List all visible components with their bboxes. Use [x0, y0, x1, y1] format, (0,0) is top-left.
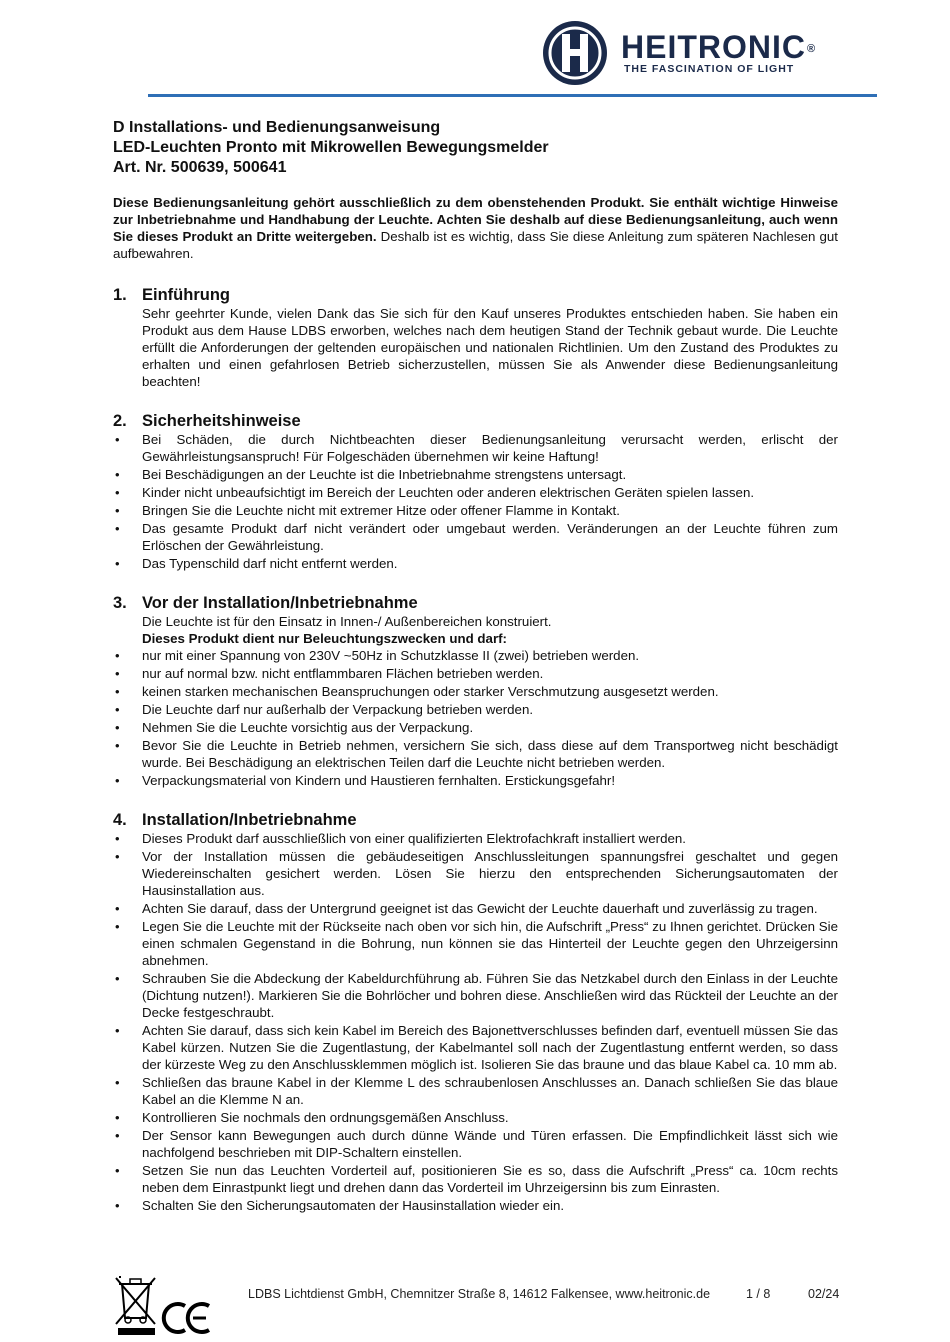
footer-page-number: 1 / 8 [746, 1287, 771, 1301]
brand-name: HEITRONIC® [621, 29, 817, 65]
list-item: • Der Sensor kann Bewegungen auch durch dünne Wände und Türen erfassen. Die Empfindlichkeit lässt sich wie nachfolgend beschrieben mit DIP-Schaltern einstellen. [115, 1128, 838, 1160]
section-bold-text: Dieses Produkt dient nur Beleuchtungszwecken und darf: [142, 631, 507, 646]
list-item: • Schließen das braune Kabel in der Klemme L des schraubenlosen Anschlusses an. Danach schließen Sie das blaue Kabel an die Klemme N an. [115, 1075, 838, 1107]
list-item: • Achten Sie darauf, dass der Untergrund geeignet ist das Gewicht der Leuchte dauerhaft und zuverlässig zu tragen. [115, 901, 818, 916]
doc-title-line-2: LED-Leuchten Pronto mit Mikrowellen Bewegungsmelder [113, 139, 549, 156]
section-installation [113, 810, 838, 1214]
list-item: • Setzen Sie nun das Leuchten Vorderteil auf, positionieren Sie es so, dass die Aufschrift „Press“ ca. 10cm rechts neben dem Einrastpunkt liegt und drehen dann das Vorderteil im Uhrzeigersinn bis zum Einrasten. [115, 1163, 838, 1195]
list-item: • Bei Schäden, die durch Nichtbeachten dieser Bedienungsanleitung verursacht werden, erlischt der Gewährleistungsanspruch! Für Folgeschäden übernehmen wir keine Haftung! [115, 432, 838, 464]
ce-mark-icon [164, 1304, 209, 1332]
list-item: • Schalten Sie den Sicherungsautomaten der Hausinstallation wieder ein. [115, 1198, 565, 1213]
header-rule [148, 94, 877, 97]
bullet-list [113, 431, 838, 572]
section-heading: 4. Installation/Inbetriebnahme [113, 811, 357, 829]
list-item: • Kinder nicht unbeaufsichtigt im Bereich der Leuchten oder anderen elektrischen Geräten spielen lassen. [115, 485, 755, 500]
list-item: • Dieses Produkt darf ausschließlich von einer qualifizierten Elektrofachkraft installiert werden. [115, 831, 686, 846]
document-body [113, 118, 838, 1215]
footer-date: 02/24 [808, 1287, 840, 1301]
brand-tagline: THE FASCINATION OF LIGHT [624, 63, 795, 75]
list-item: • Das gesamte Produkt darf nicht verändert oder umgebaut werden. Veränderungen an der Leuchte führen zum Erlöschen der Gewährleistung. [115, 521, 838, 553]
intro-paragraph [113, 194, 838, 262]
bullet-list [113, 830, 838, 1214]
section-heading: 2. Sicherheitshinweise [113, 412, 301, 430]
list-item: • Bei Beschädigungen an der Leuchte ist die Inbetriebnahme strengstens untersagt. [115, 467, 627, 482]
list-item: • keinen starken mechanischen Beanspruchungen oder starker Verschmutzung ausgesetzt werden. [115, 684, 719, 699]
section-sicherheitshinweise [113, 411, 838, 572]
section-heading: 1. Einführung [113, 286, 230, 304]
list-item: • Schrauben Sie die Abdeckung der Kabeldurchführung ab. Führen Sie das Netzkabel durch den Einlass in der Leuchte (Dichtung nutzen!). Markieren Sie die Bohrlöcher und bohren diese. Anschließen wird das Rückteil der Leuchte an der Decke festgeschraubt. [115, 971, 838, 1020]
section-text: Sehr geehrter Kunde, vielen Dank das Sie sich für den Kauf unseres Produktes entschieden haben. Sie haben ein Produkt aus dem Hause LDBS erworben, welches nach dem heutigen Stand der Technik gebaut wurde. Die Leuchte erfüllt die Anforderungen der geltenden europäischen und nationalen Richtlinien. Um den Zustand des Produktes zu erhalten und einen gefahrlosen Betrieb sicherzustellen, müssen Sie als Anwender diese Bedienungsanleitung beachten! [142, 306, 838, 389]
list-item: • Bevor Sie die Leuchte in Betrieb nehmen, versichern Sie sich, dass diese auf dem Transportweg nicht beschädigt wurde. Bei Beschädigung an elektrischen Teilen darf die Leuchte nicht betrieben werden. [115, 738, 838, 770]
list-item: • nur auf normal bzw. nicht entflammbaren Flächen betrieben werden. [115, 666, 544, 681]
section-vor-der-installation [113, 593, 838, 789]
list-item: • Das Typenschild darf nicht entfernt werden. [115, 556, 398, 571]
list-item: • Kontrollieren Sie nochmals den ordnungsgemäßen Anschluss. [115, 1110, 509, 1125]
list-item: • Die Leuchte darf nur außerhalb der Verpackung betrieben werden. [115, 702, 534, 717]
intro-bold-text: Diese Bedienungsanleitung gehört ausschließlich zu dem obenstehenden Produkt. Sie enthält wichtige Hinweise zur Inbetriebnahme und Handhabung der Leuchte. Achten Sie deshalb auf diese Bedienungsanleitung, auch wenn Sie dieses Produkt an Dritte weitergeben. [113, 195, 838, 244]
list-item: • nur mit einer Spannung von 230V ~50Hz in Schutzklasse II (zwei) betrieben werden. [115, 648, 640, 663]
list-item: • Verpackungsmaterial von Kindern und Haustieren fernhalten. Erstickungsgefahr! [115, 773, 616, 788]
doc-title-line-3: Art. Nr. 500639, 500641 [113, 159, 287, 176]
list-item: • Legen Sie die Leuchte mit der Rückseite nach oben vor sich hin, die Aufschrift „Press“ zu Ihnen gerichtet. Drücken Sie einen schmalen Gegenstand in die Bohrung, nun können sie das Hinterteil der Leuchte gegen den Uhrzeigersinn abnehmen. [115, 919, 838, 968]
header [0, 0, 950, 100]
footer-icons [113, 1274, 213, 1336]
section-einfuehrung [113, 285, 838, 390]
list-item: • Vor der Installation müssen die gebäudeseitigen Anschlussleitungen spannungsfrei geschaltet und gegen Wiedereinschalten gesichert werden. Lösen Sie hierzu den entsprechenden Sicherungsautomaten der Hausinstallation aus. [115, 849, 838, 898]
weee-crossed-bin-icon [116, 1276, 155, 1335]
section-heading: 3. Vor der Installation/Inbetriebnahme [113, 594, 418, 612]
list-item: • Bringen Sie die Leuchte nicht mit extremer Hitze oder offener Flamme in Kontakt. [115, 503, 620, 518]
list-item: • Achten Sie darauf, dass sich kein Kabel im Bereich des Bajonettverschlusses befinden darf, eventuell müssen Sie das Kabel kürzen. Nutzen Sie die Zugentlastung, der Kabelmantel soll nach der Zugentlastung entfernt werden, so dass der kürzeste Weg zu den Anschlussklemmen möglich ist. Isolieren Sie das braune und das blaue Kabel ca. 10 mm ab. [115, 1023, 838, 1072]
list-item: • Nehmen Sie die Leuchte vorsichtig aus der Verpackung. [115, 720, 474, 735]
heitronic-logo-icon [541, 20, 609, 86]
doc-title-line-1: D Installations- und Bedienungsanweisung [113, 119, 441, 136]
intro-normal-text: Deshalb ist es wichtig, dass Sie diese Anleitung zum späteren Nachlesen gut aufbewahren. [113, 229, 838, 261]
footer-company: LDBS Lichtdienst GmbH, Chemnitzer Straße 8, 14612 Falkensee, www.heitronic.de [248, 1287, 711, 1301]
section-text: Die Leuchte ist für den Einsatz in Innen-/ Außenbereichen konstruiert. [142, 614, 552, 629]
bullet-list [113, 647, 838, 789]
